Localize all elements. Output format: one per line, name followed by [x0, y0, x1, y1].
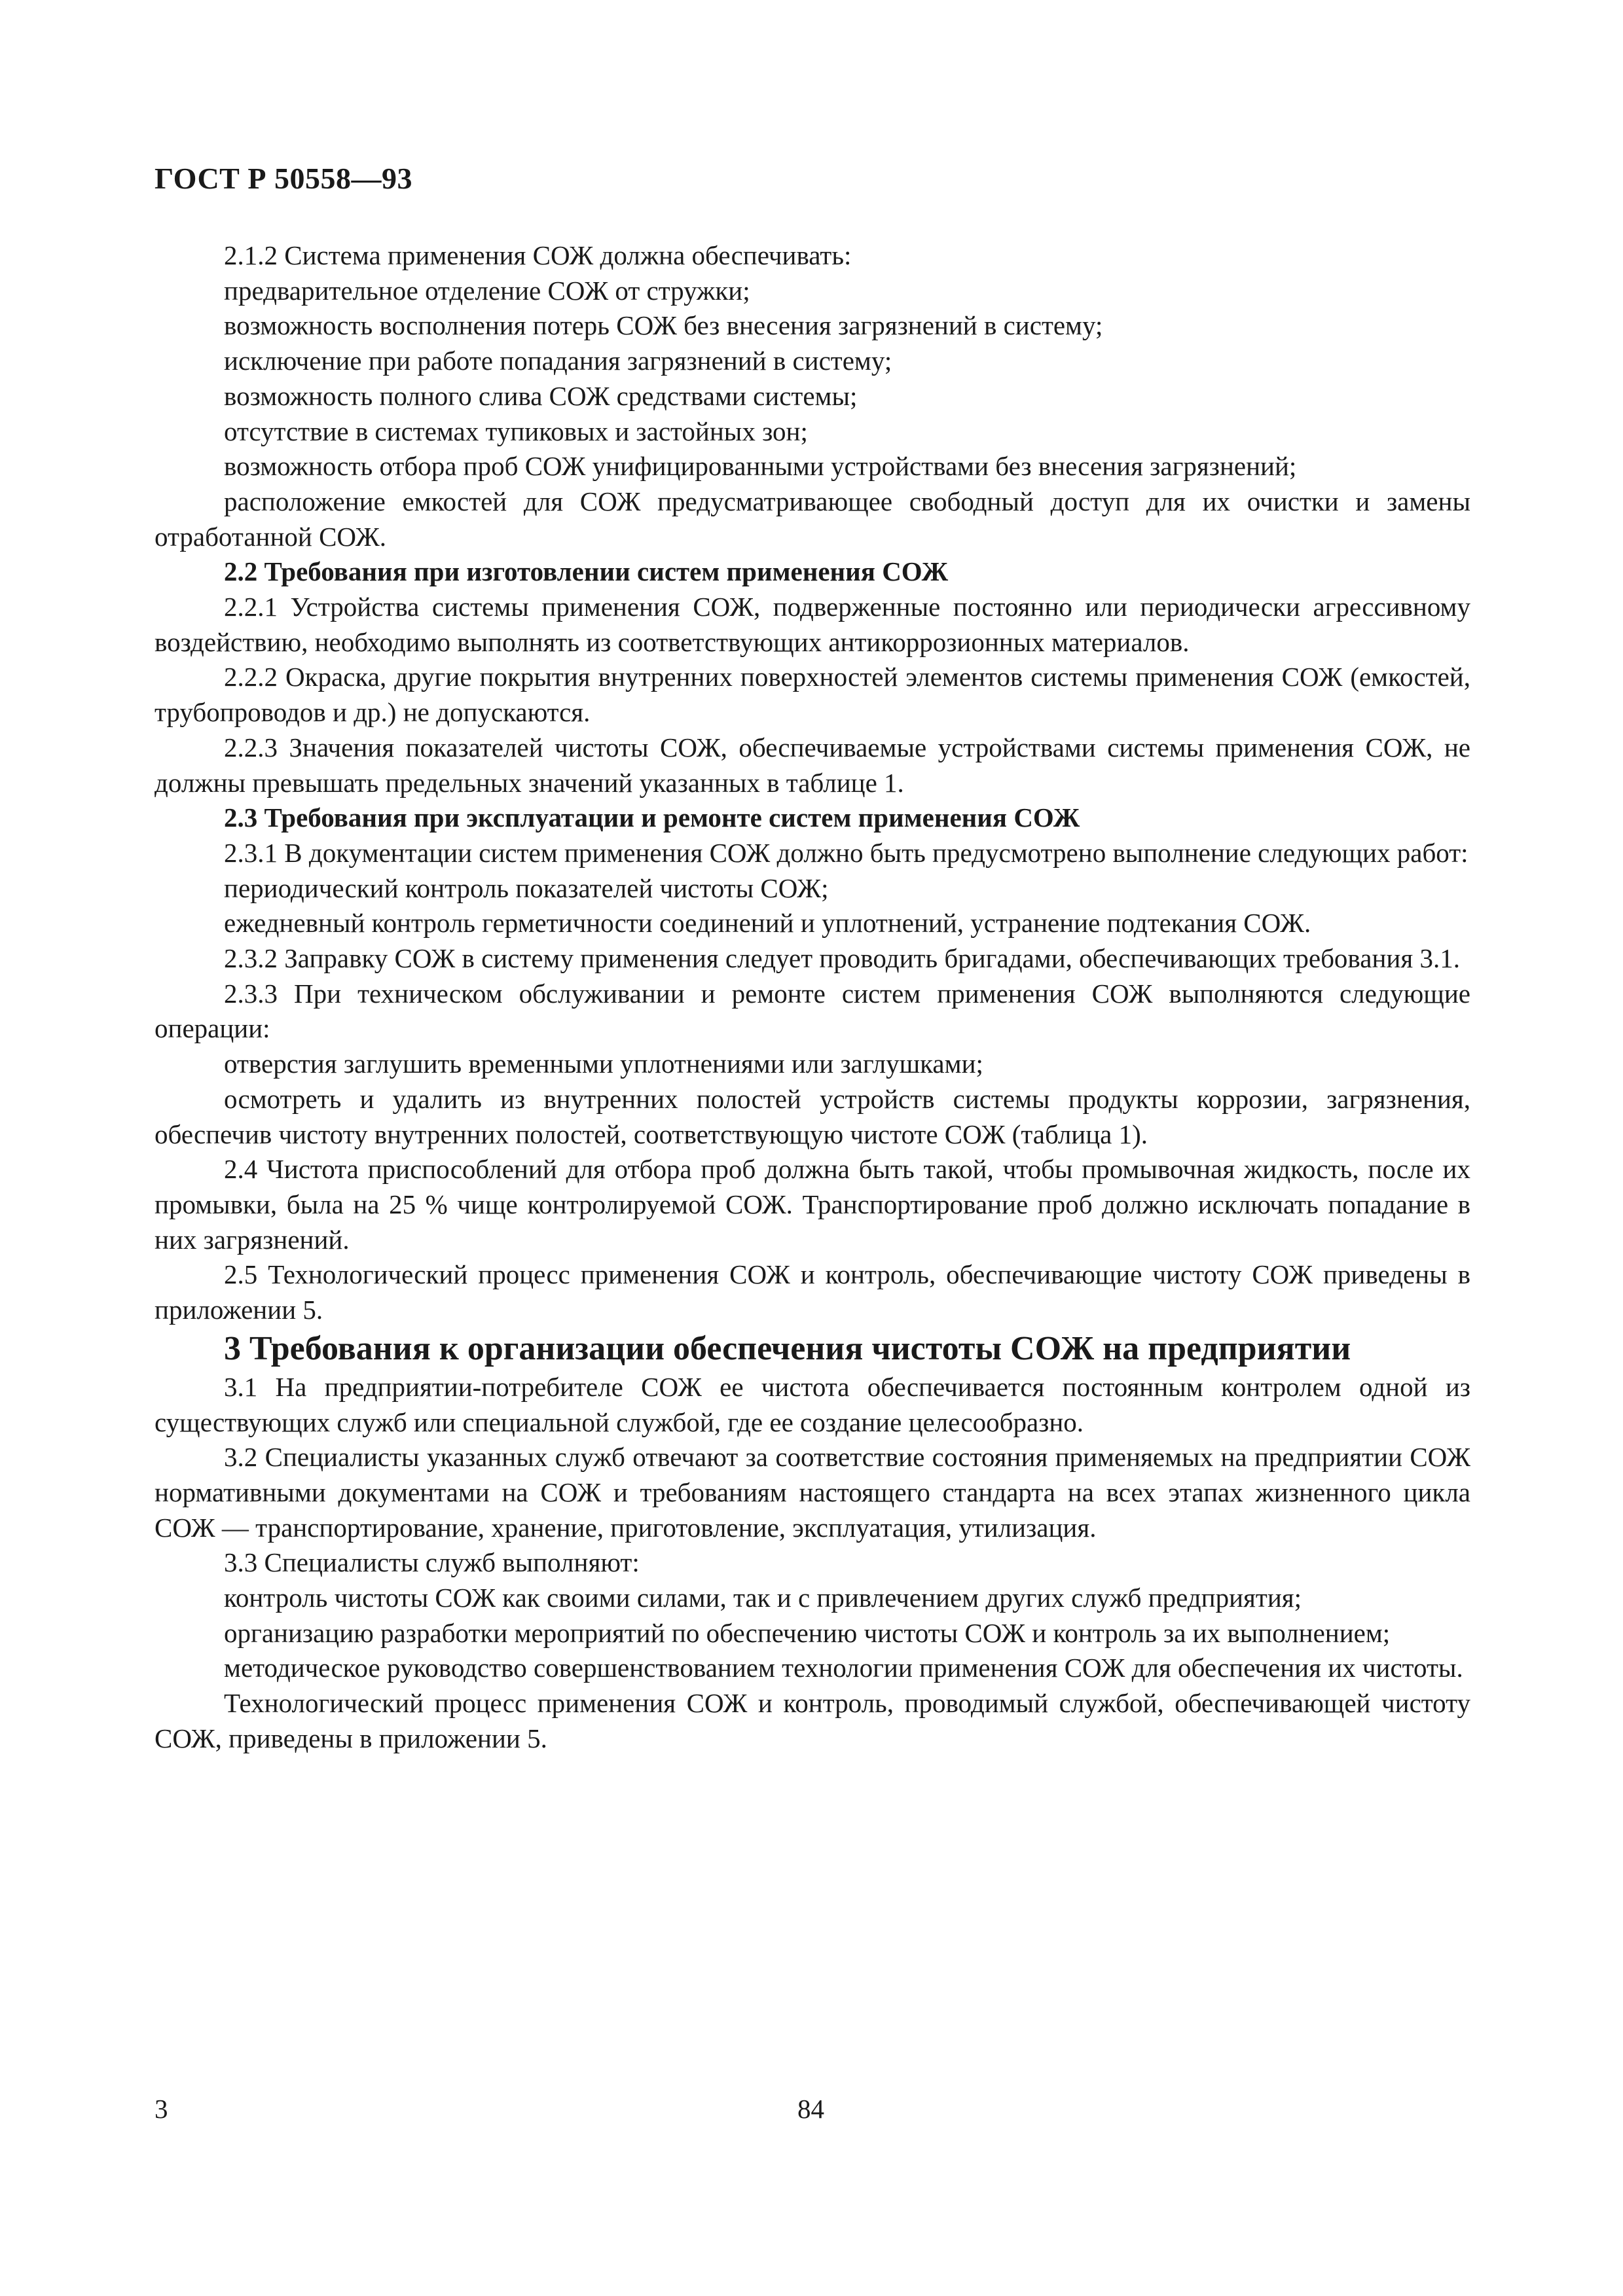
list-item: возможность отбора проб СОЖ унифицированными устройствами без внесения загрязнений;: [224, 451, 1297, 482]
list-item: ежедневный контроль герметичности соединений и уплотнений, устранение подтекания СОЖ.: [224, 908, 1311, 939]
paragraph: 2.2.1 Устройства системы применения СОЖ, подверженные постоянно или периодически агрессивному воздействию, необходимо выполнять из соответствующих антикоррозионных материалов.: [155, 592, 1470, 657]
paragraph: 2.3.1 В документации систем применения СОЖ должно быть предусмотрено выполнение следующих работ:: [224, 837, 1468, 868]
paragraph: 2.2.3 Значения показателей чистоты СОЖ, обеспечиваемые устройствами системы применения СОЖ, не должны превышать предельных значений указанных в таблице 1.: [155, 732, 1470, 798]
paragraph: Технологический процесс применения СОЖ и контроль, проводимый службой, обеспечивающей чистоту СОЖ, приведены в приложении 5.: [155, 1688, 1470, 1753]
page-number: 3: [155, 2094, 168, 2124]
list-item: отсутствие в системах тупиковых и застойных зон;: [224, 416, 808, 446]
section-heading: 3 Требования к организации обеспечения чистоты СОЖ на предприятии: [224, 1329, 1351, 1367]
sheet-number: 84: [797, 2094, 824, 2124]
list-item: возможность восполнения потерь СОЖ без внесения загрязнений в систему;: [224, 310, 1103, 341]
document-body: [155, 238, 1470, 1757]
list-item: отверстия заглушить временными уплотнениями или заглушками;: [224, 1049, 983, 1079]
document-id-header: ГОСТ Р 50558—93: [155, 162, 412, 195]
list-item: организацию разработки мероприятий по обеспечению чистоты СОЖ и контроль за их выполнением;: [224, 1617, 1391, 1648]
list-item: исключение при работе попадания загрязнений в систему;: [224, 346, 892, 376]
subsection-heading: 2.2 Требования при изготовлении систем применения СОЖ: [224, 556, 949, 587]
paragraph: 2.5 Технологический процесс применения СОЖ и контроль, обеспечивающие чистоту СОЖ приведены в приложении 5.: [155, 1259, 1470, 1325]
list-item: осмотреть и удалить из внутренних полостей устройств системы продукты коррозии, загрязнения, обеспечив чистоту внутренних полостей, соответствующую чистоте СОЖ (таблица 1).: [155, 1083, 1470, 1149]
paragraph: 2.2.2 Окраска, другие покрытия внутренних поверхностей элементов системы применения СОЖ (емкостей, трубопроводов и др.) не допускаются.: [155, 662, 1470, 728]
subsection-heading: 2.3 Требования при эксплуатации и ремонте систем применения СОЖ: [224, 802, 1080, 833]
paragraph: 3.3 Специалисты служб выполняют:: [224, 1547, 640, 1578]
list-item: возможность полного слива СОЖ средствами системы;: [224, 380, 858, 411]
list-item: методическое руководство совершенствованием технологии применения СОЖ для обеспечения их чистоты.: [224, 1653, 1463, 1683]
paragraph: 2.3.2 Заправку СОЖ в систему применения следует проводить бригадами, обеспечивающих требования 3.1.: [224, 943, 1460, 974]
list-item: контроль чистоты СОЖ как своими силами, так и с привлечением других служб предприятия;: [224, 1583, 1302, 1613]
list-item: периодический контроль показателей чистоты СОЖ;: [224, 872, 829, 903]
paragraph: 3.1 На предприятии-потребителе СОЖ ее чистота обеспечивается постоянным контролем одной из существующих служб или специальной службой, где ее создание целесообразно.: [155, 1371, 1470, 1437]
paragraph: 2.4 Чистота приспособлений для отбора проб должна быть такой, чтобы промывочная жидкость, после их промывки, была на 25 % чище контролируемой СОЖ. Транспортирование проб должно исключать попадание в них загрязнений.: [155, 1154, 1470, 1255]
list-item: расположение емкостей для СОЖ предусматривающее свободный доступ для их очистки и замены отработанной СОЖ.: [155, 486, 1470, 552]
paragraph: 3.2 Специалисты указанных служб отвечают за соответствие состояния применяемых на предприятии СОЖ нормативными документами на СОЖ и требованиям настоящего стандарта на всех этапах жизненного цикла СОЖ — транспортирование, хранение, приготовление, эксплуатация, утилизация.: [155, 1442, 1470, 1543]
list-item: предварительное отделение СОЖ от стружки;: [224, 275, 750, 306]
paragraph: 2.3.3 При техническом обслуживании и ремонте систем применения СОЖ выполняются следующие операции:: [155, 978, 1470, 1044]
paragraph: 2.1.2 Система применения СОЖ должна обеспечивать:: [224, 240, 852, 270]
